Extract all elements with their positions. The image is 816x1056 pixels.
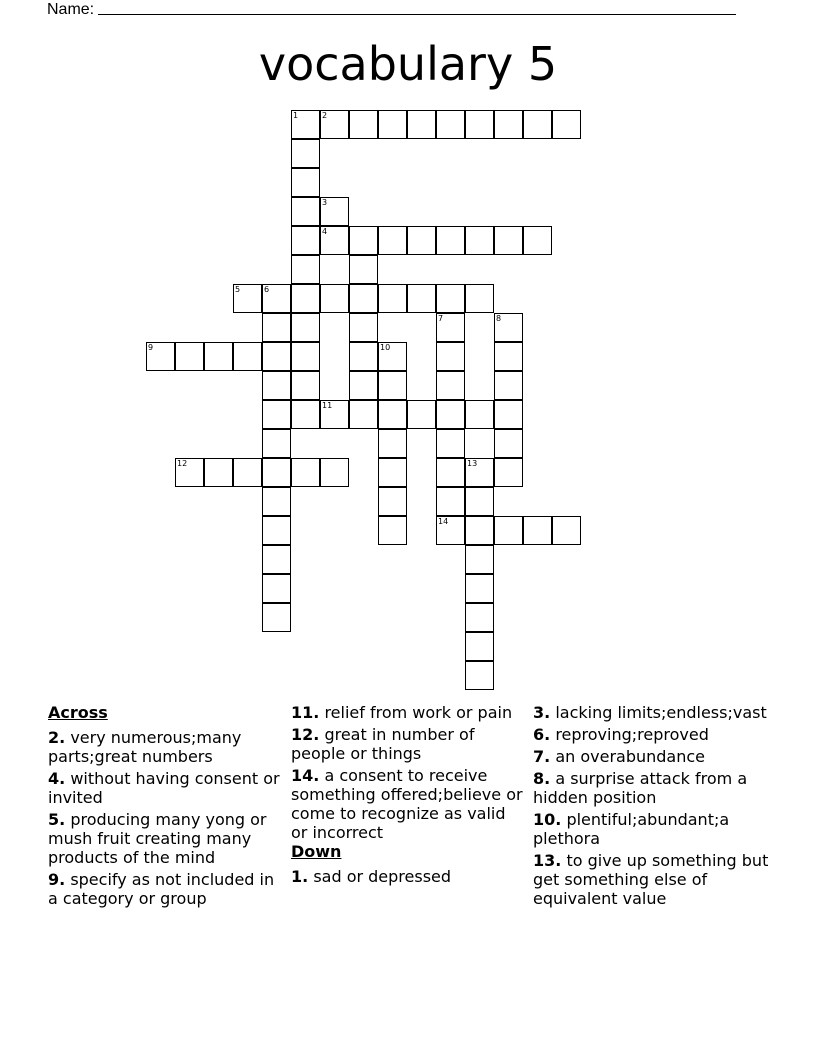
grid-cell[interactable] [262, 313, 291, 342]
grid-cell[interactable] [262, 458, 291, 487]
grid-cell[interactable] [233, 342, 262, 371]
grid-cell[interactable] [291, 342, 320, 371]
clue-number: 11 [322, 401, 333, 410]
grid-cell[interactable] [378, 458, 407, 487]
grid-cell[interactable] [552, 516, 581, 545]
grid-cell[interactable] [436, 458, 465, 487]
grid-cell[interactable] [349, 371, 378, 400]
clue-number: 12 [177, 459, 188, 468]
grid-cell[interactable] [436, 226, 465, 255]
clue-across-4: 4. without having consent or invited [48, 769, 280, 807]
grid-cell[interactable] [291, 226, 320, 255]
grid-cell[interactable] [291, 313, 320, 342]
grid-cell[interactable] [494, 516, 523, 545]
grid-cell-10[interactable] [378, 342, 407, 371]
clue-across-14: 14. a consent to receive something offered;believe or come to recognize as valid or incorrect [291, 766, 523, 842]
grid-cell[interactable] [407, 110, 436, 139]
grid-cell[interactable] [378, 516, 407, 545]
grid-cell[interactable] [465, 632, 494, 661]
grid-cell[interactable] [320, 284, 349, 313]
grid-cell[interactable] [494, 429, 523, 458]
clue-down-1: 1. sad or depressed [291, 867, 452, 886]
grid-cell[interactable] [378, 487, 407, 516]
grid-cell[interactable] [436, 429, 465, 458]
clue-number: 10 [380, 343, 391, 352]
grid-cell[interactable] [291, 255, 320, 284]
grid-cell-8[interactable] [494, 313, 523, 342]
clue-column-1 [48, 703, 280, 911]
clue-number: 2 [322, 111, 328, 120]
grid-cell[interactable] [523, 226, 552, 255]
grid-cell-1[interactable] [291, 110, 320, 139]
grid-cell-7[interactable] [436, 313, 465, 342]
grid-cell[interactable] [262, 429, 291, 458]
grid-cell[interactable] [291, 400, 320, 429]
clue-down-3: 3. lacking limits;endless;vast [533, 703, 767, 722]
grid-cell[interactable] [465, 284, 494, 313]
grid-cell[interactable] [407, 400, 436, 429]
clue-across-5: 5. producing many yong or mush fruit creating many products of the mind [48, 810, 267, 867]
grid-cell[interactable] [262, 487, 291, 516]
grid-cell[interactable] [378, 371, 407, 400]
grid-cell[interactable] [262, 516, 291, 545]
clue-number: 3 [322, 198, 328, 207]
grid-cell[interactable] [204, 458, 233, 487]
grid-cell[interactable] [320, 458, 349, 487]
grid-cell[interactable] [262, 371, 291, 400]
grid-cell[interactable] [436, 342, 465, 371]
grid-cell-6[interactable] [262, 284, 291, 313]
grid-cell[interactable] [291, 371, 320, 400]
clue-number: 13 [467, 459, 478, 468]
grid-cell-13[interactable] [465, 458, 494, 487]
clue-number: 7 [438, 314, 444, 323]
grid-cell[interactable] [552, 110, 581, 139]
grid-cell[interactable] [436, 400, 465, 429]
grid-cell-2[interactable] [320, 110, 349, 139]
grid-cell[interactable] [494, 226, 523, 255]
clue-number: 14 [438, 517, 449, 526]
grid-cell[interactable] [494, 371, 523, 400]
grid-cell[interactable] [465, 400, 494, 429]
grid-cell[interactable] [465, 110, 494, 139]
grid-cell[interactable] [291, 197, 320, 226]
grid-cell[interactable] [262, 400, 291, 429]
grid-cell[interactable] [175, 342, 204, 371]
grid-cell[interactable] [349, 110, 378, 139]
clue-number: 6 [264, 285, 270, 294]
grid-cell[interactable] [291, 458, 320, 487]
grid-cell[interactable] [262, 342, 291, 371]
grid-cell[interactable] [378, 284, 407, 313]
clue-number: 5 [235, 285, 241, 294]
grid-cell[interactable] [523, 516, 552, 545]
grid-cell[interactable] [465, 487, 494, 516]
grid-cell[interactable] [349, 342, 378, 371]
clue-number: 1 [293, 111, 299, 120]
clue-across-12: 12. great in number of people or things [291, 725, 475, 763]
grid-cell[interactable] [262, 545, 291, 574]
grid-cell[interactable] [378, 429, 407, 458]
clue-across-11: 11. relief from work or pain [291, 703, 513, 722]
grid-cell[interactable] [233, 458, 262, 487]
grid-cell[interactable] [465, 226, 494, 255]
clue-down-8: 8. a surprise attack from a hidden position [533, 769, 748, 807]
grid-cell[interactable] [465, 603, 494, 632]
grid-cell[interactable] [465, 545, 494, 574]
grid-cell[interactable] [291, 284, 320, 313]
grid-cell[interactable] [349, 255, 378, 284]
grid-cell-14[interactable] [436, 516, 465, 545]
grid-cell-4[interactable] [320, 226, 349, 255]
grid-cell[interactable] [378, 110, 407, 139]
grid-cell[interactable] [349, 226, 378, 255]
grid-cell[interactable] [291, 139, 320, 168]
name-label: Name: [47, 1, 95, 18]
clue-down-6: 6. reproving;reproved [533, 725, 709, 744]
grid-cell-12[interactable] [175, 458, 204, 487]
clue-across-2: 2. very numerous;many parts;great numbers [48, 728, 242, 766]
grid-cell[interactable] [349, 400, 378, 429]
across-heading: Across [48, 703, 108, 722]
clue-down-7: 7. an overabundance [533, 747, 706, 766]
grid-cell[interactable] [523, 110, 552, 139]
clue-down-13: 13. to give up something but get something else of equivalent value [533, 851, 769, 908]
puzzle-title: vocabulary 5 [258, 37, 558, 91]
down-heading: Down [291, 842, 342, 861]
clue-number: 9 [148, 343, 154, 352]
clue-number: 8 [496, 314, 502, 323]
grid-cell[interactable] [465, 574, 494, 603]
grid-cell[interactable] [436, 284, 465, 313]
grid-cell[interactable] [494, 400, 523, 429]
clue-column-3 [533, 703, 773, 911]
grid-cell[interactable] [349, 284, 378, 313]
grid-cell[interactable] [494, 342, 523, 371]
grid-cell-3[interactable] [320, 197, 349, 226]
grid-cell-5[interactable] [233, 284, 262, 313]
grid-cell[interactable] [291, 168, 320, 197]
grid-cell[interactable] [204, 342, 233, 371]
grid-cell[interactable] [436, 371, 465, 400]
grid-cell[interactable] [262, 603, 291, 632]
grid-cell[interactable] [465, 661, 494, 690]
grid-cell[interactable] [494, 458, 523, 487]
grid-cell[interactable] [407, 226, 436, 255]
clue-down-10: 10. plentiful;abundant;a plethora [533, 810, 730, 848]
grid-cell-11[interactable] [320, 400, 349, 429]
grid-cell[interactable] [378, 400, 407, 429]
grid-cell-9[interactable] [146, 342, 175, 371]
grid-cell[interactable] [436, 110, 465, 139]
clue-number: 4 [322, 227, 328, 236]
grid-cell[interactable] [436, 487, 465, 516]
clue-across-9: 9. specify as not included in a category or group [48, 870, 275, 908]
grid-cell[interactable] [407, 284, 436, 313]
grid-cell[interactable] [465, 516, 494, 545]
clue-column-2 [291, 703, 523, 889]
grid-cell[interactable] [262, 574, 291, 603]
grid-cell[interactable] [349, 313, 378, 342]
grid-cell[interactable] [494, 110, 523, 139]
grid-cell[interactable] [378, 226, 407, 255]
